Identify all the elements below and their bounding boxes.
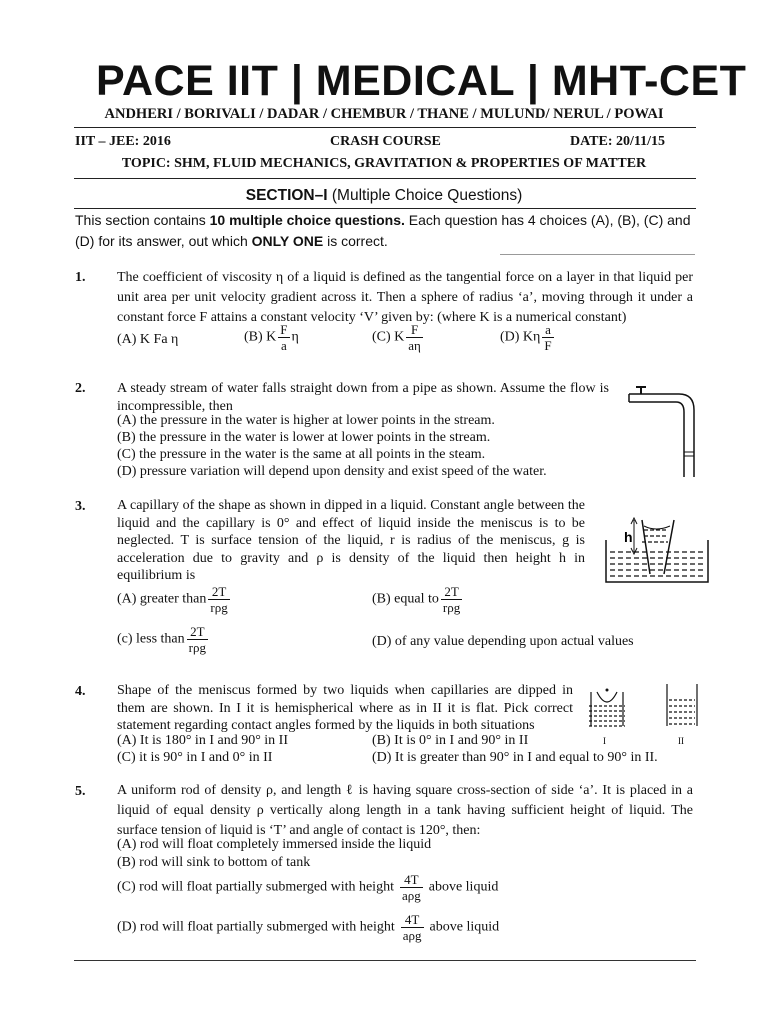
course-label: CRASH COURSE xyxy=(330,134,441,149)
question-3-option-c: (c) less than $\frac{2T}{\text{rρg}}$ xyxy=(117,624,206,655)
footer-divider xyxy=(74,960,696,961)
height-label: h xyxy=(624,529,633,545)
question-4-option-b: (B) It is 0° in I and 90° in II xyxy=(372,733,529,748)
section-title xyxy=(0,187,768,205)
meniscus-figure xyxy=(585,678,705,750)
institute-logo: PACE IIT | MEDICAL | MHT-CET xyxy=(96,57,747,105)
question-3-text: A capillary of the shape as shown in dipped in a liquid. Constant angle between the liquid and the capillary is 0° and effect of liquid inside the meniscus is to be neglected. T is surface tension of the liquid, r is radius of the meniscus, g is acceleration due to gravity and ρ is density of the liquid then height h in equilibrium is xyxy=(117,498,585,583)
question-5-option-d: (D) rod will float partially submerged with height $\frac{4T}{\text{aρg}}$ above liquid xyxy=(117,912,500,943)
question-5-number: 5. xyxy=(75,784,86,799)
question-1-text: The coefficient of viscosity η of a liquid is defined as the tangential force on a layer in that liquid per unit area per unit velocity gradient across it. Then a sphere of radius ‘a’, moving through it under a constant force F attains a constant velocity ‘V’ given by: (where K is a numerical constant) xyxy=(117,270,693,325)
section-intro: This section contains 10 multiple choice questions. Each question has 4 choices (A), (B), (C) and (D) for its answer, out which ONLY ONE is correct. xyxy=(75,212,691,249)
question-2-option-c: (C) the pressure in the water is the same at all points in the steam. xyxy=(117,447,486,462)
question-4-text: Shape of the meniscus formed by two liquids when capillaries are dipped in them are shown. In I it is hemispherical where as in II it is flat. Pick correct statement regarding contact angles formed by the liquids in both situations xyxy=(117,683,573,733)
question-3-option-b: (B) equal to $\frac{2T}{\text{rρg}}$ xyxy=(372,584,461,615)
question-3-option-d: (D) of any value depending upon actual values xyxy=(372,634,634,649)
question-4-option-d: (D) It is greater than 90° in I and equal to 90° in II. xyxy=(372,750,658,765)
capillary-figure xyxy=(604,500,712,586)
pipe-figure xyxy=(624,382,714,482)
question-5-option-a: (A) rod will float completely immersed inside the liquid xyxy=(117,837,432,852)
figure-label-1: I xyxy=(603,736,606,746)
question-4-option-c: (C) it is 90° in I and 0° in II xyxy=(117,750,273,765)
topic-line: TOPIC: SHM, FLUID MECHANICS, GRAVITATION & PROPERTIES OF MATTER xyxy=(121,156,647,171)
section-title-rest: (Multiple Choice Questions) xyxy=(327,187,523,204)
question-3-number: 3. xyxy=(75,499,86,514)
topic-divider xyxy=(74,178,696,179)
section-divider xyxy=(74,208,696,209)
question-1-option-d: (D) Kη $\frac{a}{F}$ xyxy=(500,322,552,353)
figure-label-2: II xyxy=(678,736,684,746)
section-title-bold: SECTION–I xyxy=(245,187,328,204)
question-1-option-c: (C) K $\frac{F}{a\eta}$ xyxy=(372,322,421,353)
intro-underline xyxy=(500,254,695,255)
question-2-text: A steady stream of water falls straight down from a pipe as shown. Assume the flow is incompressible, then xyxy=(117,381,609,414)
question-5-option-c: (C) rod will float partially submerged with height $\frac{4T}{\text{aρg}}$ above liquid xyxy=(117,872,499,903)
question-2-option-a: (A) the pressure in the water is higher at lower points in the stream. xyxy=(117,413,495,428)
question-5-text: A uniform rod of density ρ, and length ℓ is having square cross-section of side ‘a’. It is placed in a liquid of equal density ρ vertically along length in a tank having sufficient height of liquid. The surface tension of liquid is ‘T’ and angle of contact is 120°, then: xyxy=(117,783,693,838)
branch-list: ANDHERI / BORIVALI / DADAR / CHEMBUR / THANE / MULUND/ NERUL / POWAI xyxy=(104,106,664,122)
exam-label: IIT – JEE: 2016 xyxy=(75,134,171,149)
question-3-option-a: (A) greater than $\frac{2T}{\text{rρg}}$ xyxy=(117,584,228,615)
question-1-option-b: (B) K $\frac{F}{a}$ η xyxy=(244,322,299,353)
question-5-option-b: (B) rod will sink to bottom of tank xyxy=(117,855,311,870)
header-divider xyxy=(74,127,696,128)
question-2-option-b: (B) the pressure in the water is lower at lower points in the stream. xyxy=(117,430,491,445)
question-2-number: 2. xyxy=(75,381,86,396)
question-1-number: 1. xyxy=(75,270,86,285)
question-4-number: 4. xyxy=(75,684,86,699)
date-label: DATE: 20/11/15 xyxy=(570,134,666,149)
question-1-option-a: (A) K Fa η xyxy=(117,332,179,347)
question-4-option-a: (A) It is 180° in I and 90° in II xyxy=(117,733,289,748)
question-2-option-d: (D) pressure variation will depend upon density and exist speed of the water. xyxy=(117,464,547,479)
